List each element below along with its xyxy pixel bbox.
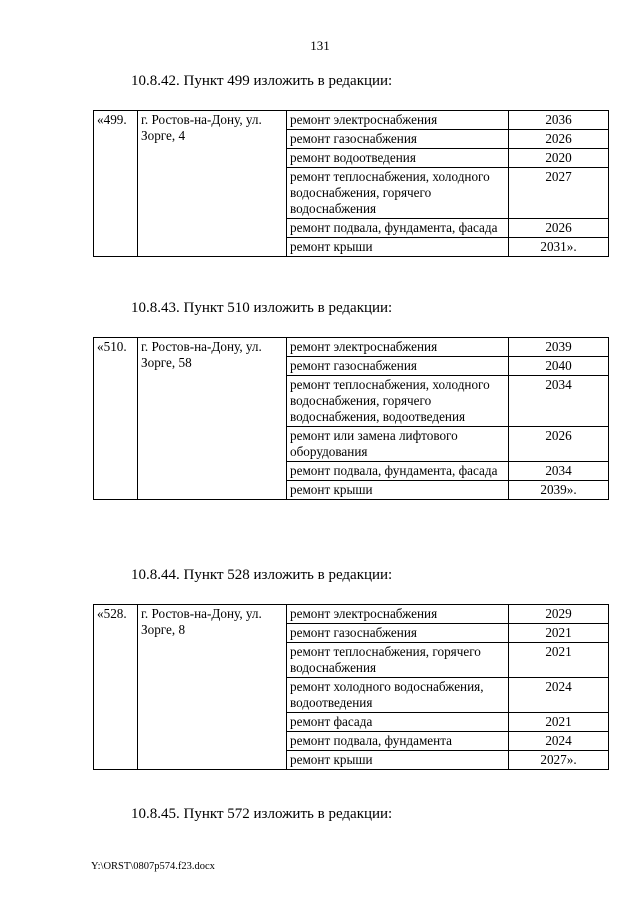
work-year: 2034 <box>509 376 609 427</box>
work-type: ремонт подвала, фундамента, фасада <box>287 219 509 238</box>
work-type: ремонт крыши <box>287 481 509 500</box>
work-type: ремонт водоотведения <box>287 149 509 168</box>
work-type: ремонт газоснабжения <box>287 357 509 376</box>
table-row <box>94 338 609 357</box>
work-year: 2034 <box>509 462 609 481</box>
work-year: 2039 <box>509 338 609 357</box>
item-address: г. Ростов-на-Дону, ул. Зорге, 4 <box>138 111 287 257</box>
work-year: 2027 <box>509 168 609 219</box>
work-type: ремонт крыши <box>287 238 509 257</box>
work-type: ремонт газоснабжения <box>287 624 509 643</box>
section-heading: 10.8.43. Пункт 510 изложить в редакции: <box>131 300 393 316</box>
work-year: 2021 <box>509 624 609 643</box>
work-type: ремонт теплоснабжения, холодного водоснабжения, горячего водоснабжения <box>287 168 509 219</box>
work-type: ремонт электроснабжения <box>287 605 509 624</box>
work-year: 2026 <box>509 219 609 238</box>
item-number: «510. <box>94 338 138 500</box>
work-year: 2039». <box>509 481 609 500</box>
work-year: 2020 <box>509 149 609 168</box>
work-type: ремонт подвала, фундамента, фасада <box>287 462 509 481</box>
work-year: 2027». <box>509 751 609 770</box>
work-year: 2040 <box>509 357 609 376</box>
footer-file-path: Y:\ORST\0807p574.f23.docx <box>91 861 215 872</box>
section-heading: 10.8.42. Пункт 499 изложить в редакции: <box>131 73 393 89</box>
work-type: ремонт холодного водоснабжения, водоотведения <box>287 678 509 713</box>
work-type: ремонт подвала, фундамента <box>287 732 509 751</box>
work-year: 2021 <box>509 713 609 732</box>
work-type: ремонт электроснабжения <box>287 338 509 357</box>
item-address: г. Ростов-на-Дону, ул. Зорге, 58 <box>138 338 287 500</box>
item-address: г. Ростов-на-Дону, ул. Зорге, 8 <box>138 605 287 770</box>
work-type: ремонт теплоснабжения, горячего водоснабжения <box>287 643 509 678</box>
work-type: ремонт или замена лифтового оборудования <box>287 427 509 462</box>
work-year: 2026 <box>509 427 609 462</box>
work-year: 2036 <box>509 111 609 130</box>
amendment-table <box>93 110 609 257</box>
work-type: ремонт теплоснабжения, холодного водоснабжения, горячего водоснабжения, водоотведения <box>287 376 509 427</box>
work-type: ремонт электроснабжения <box>287 111 509 130</box>
page-number: 131 <box>310 38 330 53</box>
work-year: 2031». <box>509 238 609 257</box>
amendment-table <box>93 604 609 770</box>
work-type: ремонт газоснабжения <box>287 130 509 149</box>
work-year: 2024 <box>509 732 609 751</box>
amendment-table <box>93 337 609 500</box>
work-year: 2029 <box>509 605 609 624</box>
item-number: «528. <box>94 605 138 770</box>
work-year: 2024 <box>509 678 609 713</box>
work-type: ремонт фасада <box>287 713 509 732</box>
table-row <box>94 111 609 130</box>
work-type: ремонт крыши <box>287 751 509 770</box>
work-year: 2026 <box>509 130 609 149</box>
section-heading: 10.8.44. Пункт 528 изложить в редакции: <box>131 567 393 583</box>
item-number: «499. <box>94 111 138 257</box>
section-heading: 10.8.45. Пункт 572 изложить в редакции: <box>131 806 393 822</box>
work-year: 2021 <box>509 643 609 678</box>
table-row <box>94 605 609 624</box>
